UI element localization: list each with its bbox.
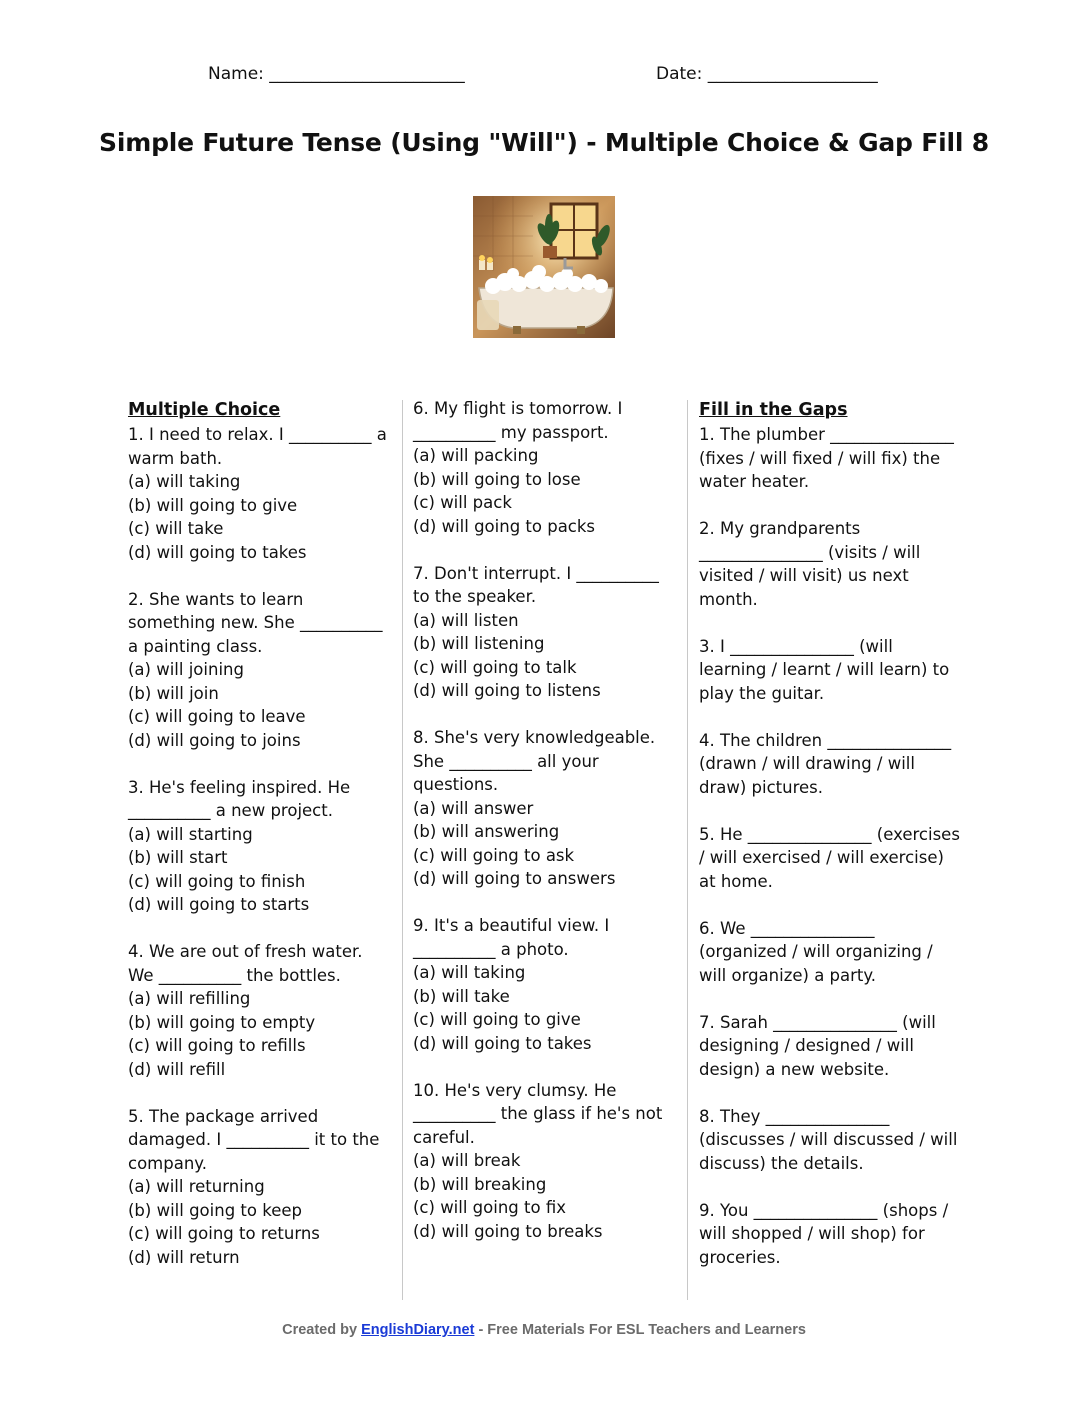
option: (d) will refill bbox=[128, 1059, 226, 1079]
gap-item: 7. Sarah _______________ (will designing / designed / will design) a new website. bbox=[699, 1012, 936, 1079]
column-divider bbox=[402, 400, 403, 1300]
question-stem: 6. My flight is tomorrow. I __________ my passport. bbox=[413, 399, 623, 442]
option: (a) will starting bbox=[128, 824, 253, 844]
option: (c) will pack bbox=[413, 493, 512, 512]
date-field-line: Date: ____________________ bbox=[656, 64, 878, 84]
option: (d) will going to answers bbox=[413, 869, 616, 888]
option: (d) will going to joins bbox=[128, 730, 301, 750]
option: (a) will taking bbox=[128, 472, 241, 491]
option: (c) will going to finish bbox=[128, 871, 306, 891]
englishdiary-link[interactable]: EnglishDiary.net bbox=[361, 1322, 475, 1338]
option: (b) will going to empty bbox=[128, 1012, 316, 1032]
question-stem: 4. We are out of fresh water. We __________ the bottles. bbox=[128, 942, 363, 985]
option: (d) will going to breaks bbox=[413, 1221, 603, 1241]
question bbox=[128, 588, 390, 753]
gap-item: 4. The children _______________ (drawn / will drawing / will draw) pictures. bbox=[699, 730, 952, 797]
option: (c) will going to give bbox=[413, 1010, 581, 1029]
option: (a) will joining bbox=[128, 660, 244, 679]
option: (c) will going to leave bbox=[128, 707, 306, 726]
question-stem: 7. Don't interrupt. I __________ to the speaker. bbox=[413, 563, 659, 606]
gap-item: 5. He _______________ (exercises / will exercised / will exercise) at home. bbox=[699, 824, 960, 891]
option: (a) will listen bbox=[413, 610, 519, 630]
gap-fill-heading: Fill in the Gaps bbox=[699, 400, 848, 420]
option: (a) will answer bbox=[413, 798, 534, 818]
option: (a) will break bbox=[413, 1151, 521, 1170]
option: (b) will start bbox=[128, 848, 228, 867]
option: (b) will listening bbox=[413, 634, 545, 653]
option: (c) will take bbox=[128, 519, 224, 538]
question bbox=[413, 726, 675, 891]
bathtub-illustration bbox=[473, 196, 615, 338]
question bbox=[128, 940, 390, 1081]
multiple-choice-column-2 bbox=[413, 397, 675, 1267]
question-stem: 10. He's very clumsy. He __________ the glass if he's not careful. bbox=[413, 1080, 663, 1147]
worksheet-title: Simple Future Tense (Using "Will") - Multiple Choice & Gap Fill 8 bbox=[99, 128, 989, 157]
question-stem: 2. She wants to learn something new. She __________ a painting class. bbox=[128, 589, 383, 656]
gap-item: 8. They _______________ (discusses / will discussed / will discuss) the details. bbox=[699, 1106, 958, 1173]
option: (a) will returning bbox=[128, 1177, 265, 1196]
question bbox=[128, 776, 390, 917]
option: (c) will going to ask bbox=[413, 845, 575, 865]
footer-suffix: - Free Materials For ESL Teachers and Learners bbox=[474, 1322, 806, 1338]
option: (a) will refilling bbox=[128, 989, 251, 1008]
question-stem: 3. He's feeling inspired. He __________ a new project. bbox=[128, 777, 351, 820]
option: (b) will take bbox=[413, 986, 510, 1006]
option: (c) will going to returns bbox=[128, 1224, 320, 1243]
gap-item: 9. You _______________ (shops / will shopped / will shop) for groceries. bbox=[699, 1200, 949, 1267]
question bbox=[413, 914, 675, 1055]
footer-prefix: Created by bbox=[282, 1322, 362, 1338]
question bbox=[128, 1105, 390, 1270]
option: (d) will going to packs bbox=[413, 516, 596, 536]
footer-credit bbox=[0, 1322, 1088, 1338]
gap-item: 2. My grandparents _______________ (visits / will visited / will visit) us next month. bbox=[699, 519, 921, 609]
gap-item: 3. I _______________ (will learning / learnt / will learn) to play the guitar. bbox=[699, 636, 950, 703]
option: (d) will going to takes bbox=[128, 542, 307, 562]
gap-item: 6. We _______________ (organized / will organizing / will organize) a party. bbox=[699, 918, 933, 985]
option: (b) will going to lose bbox=[413, 469, 581, 489]
question bbox=[413, 397, 675, 538]
option: (d) will return bbox=[128, 1247, 240, 1267]
name-field-line: Name: _______________________ bbox=[208, 64, 465, 84]
option: (b) will answering bbox=[413, 822, 560, 841]
question-stem: 5. The package arrived damaged. I __________ it to the company. bbox=[128, 1106, 380, 1173]
multiple-choice-column-1 bbox=[128, 397, 390, 1293]
option: (c) will going to talk bbox=[413, 657, 577, 677]
column-divider bbox=[687, 400, 688, 1300]
option: (c) will going to refills bbox=[128, 1036, 306, 1055]
option: (c) will going to fix bbox=[413, 1198, 566, 1217]
option: (b) will breaking bbox=[413, 1174, 547, 1194]
option: (d) will going to listens bbox=[413, 681, 601, 700]
gap-item: 1. The plumber _______________ (fixes / will fixed / will fix) the water heater. bbox=[699, 425, 954, 491]
option: (d) will going to takes bbox=[413, 1033, 592, 1053]
option: (a) will packing bbox=[413, 446, 539, 465]
question-stem: 9. It's a beautiful view. I __________ a photo. bbox=[413, 916, 610, 959]
option: (a) will taking bbox=[413, 963, 526, 982]
question bbox=[128, 423, 390, 564]
option: (b) will join bbox=[128, 683, 219, 703]
question-stem: 8. She's very knowledgeable. She __________ all your questions. bbox=[413, 728, 656, 794]
question bbox=[413, 1079, 675, 1244]
question-stem: 1. I need to relax. I __________ a warm bath. bbox=[128, 425, 387, 468]
option: (d) will going to starts bbox=[128, 895, 310, 914]
multiple-choice-heading: Multiple Choice bbox=[128, 400, 281, 420]
gap-fill-column bbox=[699, 397, 965, 1293]
option: (b) will going to keep bbox=[128, 1200, 302, 1220]
option: (b) will going to give bbox=[128, 495, 298, 515]
question bbox=[413, 562, 675, 703]
